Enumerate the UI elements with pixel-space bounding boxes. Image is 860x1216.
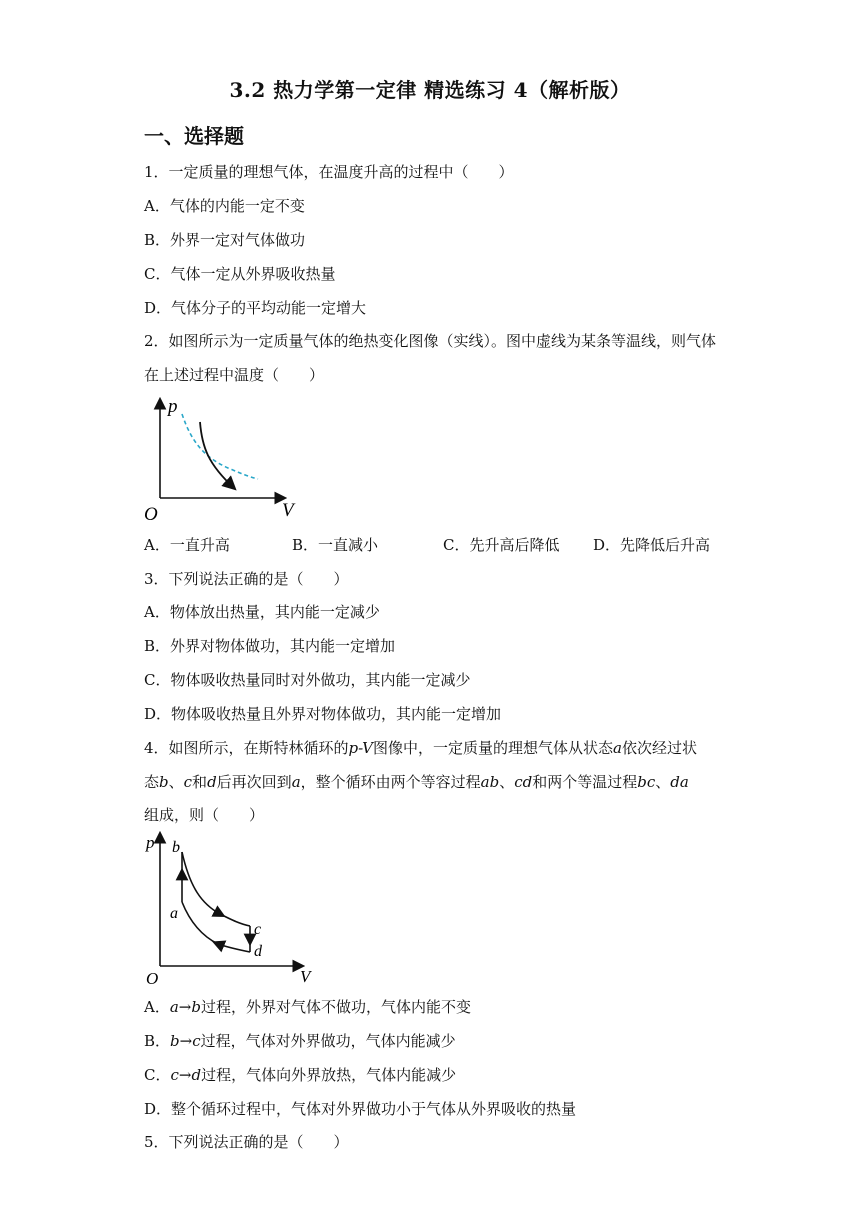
q4-option-a: A．a→b过程，外界对气体不做功，气体内能不变 bbox=[144, 998, 471, 1016]
page-title: 3.2 热力学第一定律 精选练习 4（解析版） bbox=[229, 78, 631, 102]
q2-option-b: B．一直减小 bbox=[292, 536, 379, 554]
q3-option-c: C．物体吸收热量同时对外做功，其内能一定减少 bbox=[144, 671, 471, 689]
q4-stem-line2: 态b、c和d后再次回到a，整个循环由两个等容过程ab、cd和两个等温过程bc、da bbox=[144, 773, 689, 791]
q2-isotherm-dashed bbox=[182, 414, 258, 479]
q4-stem-line3: 组成，则（ ） bbox=[144, 806, 265, 824]
q3-option-d: D．物体吸收热量且外界对物体做功，其内能一定增加 bbox=[144, 705, 502, 723]
section-heading: 一、选择题 bbox=[144, 124, 244, 148]
q2-option-d: D．先降低后升高 bbox=[593, 536, 711, 554]
q4-process-da bbox=[182, 902, 250, 952]
q3-option-b: B．外界对物体做功，其内能一定增加 bbox=[144, 637, 396, 655]
q4-stem-line1: 4．如图所示，在斯特林循环的p-V图像中，一定质量的理想气体从状态a依次经过状 bbox=[144, 739, 697, 757]
q2-option-a: A．一直升高 bbox=[144, 536, 230, 554]
q4-label-o: O bbox=[146, 969, 159, 988]
q2-label-v: V bbox=[282, 500, 294, 521]
q3-stem: 3．下列说法正确的是（ ） bbox=[144, 570, 349, 588]
q4-option-c: C．c→d过程，气体向外界放热，气体内能减少 bbox=[144, 1066, 457, 1084]
q1-option-d: D．气体分子的平均动能一定增大 bbox=[144, 299, 367, 317]
q4-label-a: a bbox=[170, 905, 178, 922]
q4-label-p: p bbox=[146, 833, 155, 852]
q2-label-p: p bbox=[168, 396, 178, 417]
q2-option-c: C．先升高后降低 bbox=[443, 536, 560, 554]
q1-option-a: A．气体的内能一定不变 bbox=[144, 197, 305, 215]
q1-option-c: C．气体一定从外界吸收热量 bbox=[144, 265, 336, 283]
q2-adiabat-curve bbox=[200, 422, 234, 488]
q2-adiabatic-figure bbox=[140, 392, 310, 526]
q1-stem: 1．一定质量的理想气体，在温度升高的过程中（ ） bbox=[144, 163, 514, 181]
q2-stem-line1: 2．如图所示为一定质量气体的绝热变化图像（实线）。图中虚线为某条等温线，则气体 bbox=[144, 332, 717, 350]
q4-label-c: c bbox=[254, 921, 262, 938]
q2-stem-line2: 在上述过程中温度（ ） bbox=[144, 366, 325, 384]
q4-process-bc bbox=[182, 852, 250, 926]
q5-stem: 5．下列说法正确的是（ ） bbox=[144, 1133, 349, 1151]
q4-label-b: b bbox=[172, 839, 180, 856]
q2-label-o: O bbox=[144, 504, 158, 525]
q3-option-a: A．物体放出热量，其内能一定减少 bbox=[144, 603, 380, 621]
q4-option-d: D．整个循环过程中，气体对外界做功小于气体从外界吸收的热量 bbox=[144, 1100, 577, 1118]
q4-stirling-cycle-figure bbox=[140, 828, 320, 988]
q4-option-b: B．b→c过程，气体对外界做功，气体内能减少 bbox=[144, 1032, 456, 1050]
q4-label-d: d bbox=[254, 943, 262, 960]
q4-label-v: V bbox=[300, 967, 311, 986]
q1-option-b: B．外界一定对气体做功 bbox=[144, 231, 306, 249]
